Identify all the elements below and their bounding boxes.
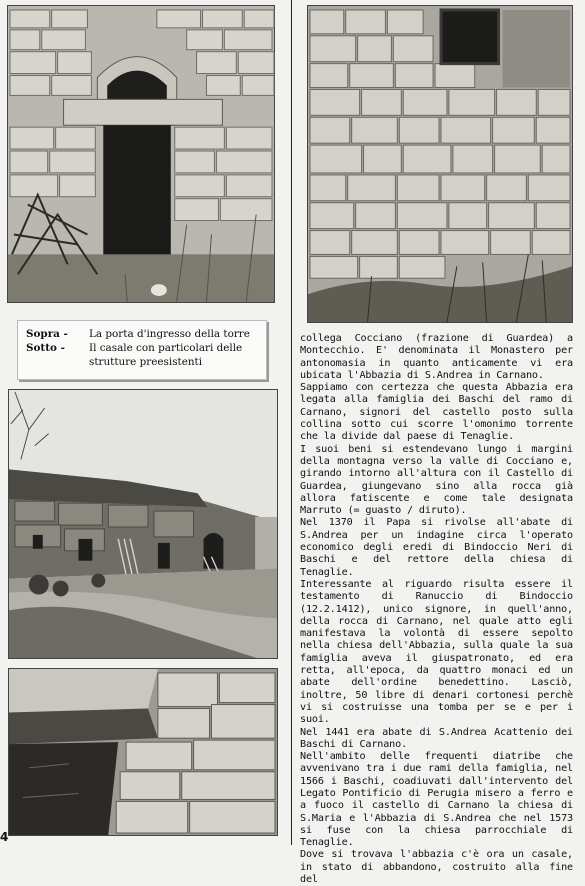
column-divider: [291, 0, 292, 845]
article-body: [300, 333, 573, 886]
paragraph: collega Cocciano (frazione di Guardea) a Montecchio. E' denominata il Monastero per antonomasia in quanto anticamente vi era ubicata l'Abbazia di S.Andrea in Carnano.: [300, 333, 573, 381]
caption-text: La porta d'ingresso della torre: [89, 328, 250, 340]
caption-row: [26, 327, 258, 341]
caption-row: [26, 341, 258, 369]
paragraph: Sappiamo con certezza che questa Abbazia era legata alla famiglia dei Baschi del ramo di Carnano, signori del castello posto sulla collina sotto cui scorre l'omonimo torrente che la divide dal paese di Tenaglie.: [300, 382, 573, 443]
photo-stone-detail: [8, 668, 278, 836]
paragraph: Nel 1370 il Papa si rivolse all'abate di S.Andrea per un indagine circa l'operato economico degli eredi di Bindoccio Neri di Baschi e del rettore della chiesa di Tenaglie.: [300, 517, 573, 578]
photo-stone-wall: [307, 5, 573, 323]
page-number: 4: [0, 830, 9, 844]
paragraph: Dove si trovava l'abbazia c'è ora un casale, in stato di abbandono, costruito alla fine del: [300, 849, 573, 886]
caption-label: Sopra -: [26, 328, 68, 340]
paragraph: Interessante al riguardo risulta essere il testamento di Ranuccio di Bindoccio (12.2.1412), unico signore, in quell'anno, della rocca di Carnano, nel quale atto egli manifestava la volontà di essere sepolto nella chiesa dell'Abbazia, sulla quale la sua famiglia aveva il giuspatronato, ed era retta, all'epoca, da quattro monaci ed un abate dell'ordine benedettino. Lasciò, inoltre, 50 libre di denari cortonesi perchè vi si costruisse una tomba per se e per i suoi.: [300, 578, 573, 726]
caption-box: [17, 320, 267, 380]
photo-tower-entrance: [7, 5, 275, 303]
paragraph: Nel 1441 era abate di S.Andrea Acattenio dei Baschi di Carnano.: [300, 726, 573, 750]
paragraph: I suoi beni si estendevano lungo i margini della montagna verso la valle di Cocciano e, girando intorno all'altura con il Castello di Guardea, giungevano sino alla rocca già allora fatiscente e come tale designata Marruto (= guasto / diruto).: [300, 443, 573, 517]
photo-farmhouse: [8, 389, 278, 659]
caption-text: Il casale con particolari delle strutture preesistenti: [89, 342, 243, 368]
caption-label: Sotto -: [26, 342, 65, 354]
paragraph: Nell'ambito delle frequenti diatribe che avvenivano tra i due rami della famiglia, nel 1566 i Baschi, coadiuvati dall'intervento del Legato Pontificio di Perugia misero a ferro e a fuoco il castello di Carnano la chiesa di S.Maria e l'Abbazia di S.Andrea che nel 1573 si fuse con la chiesa parrocchiale di Tenaglie.: [300, 751, 573, 849]
